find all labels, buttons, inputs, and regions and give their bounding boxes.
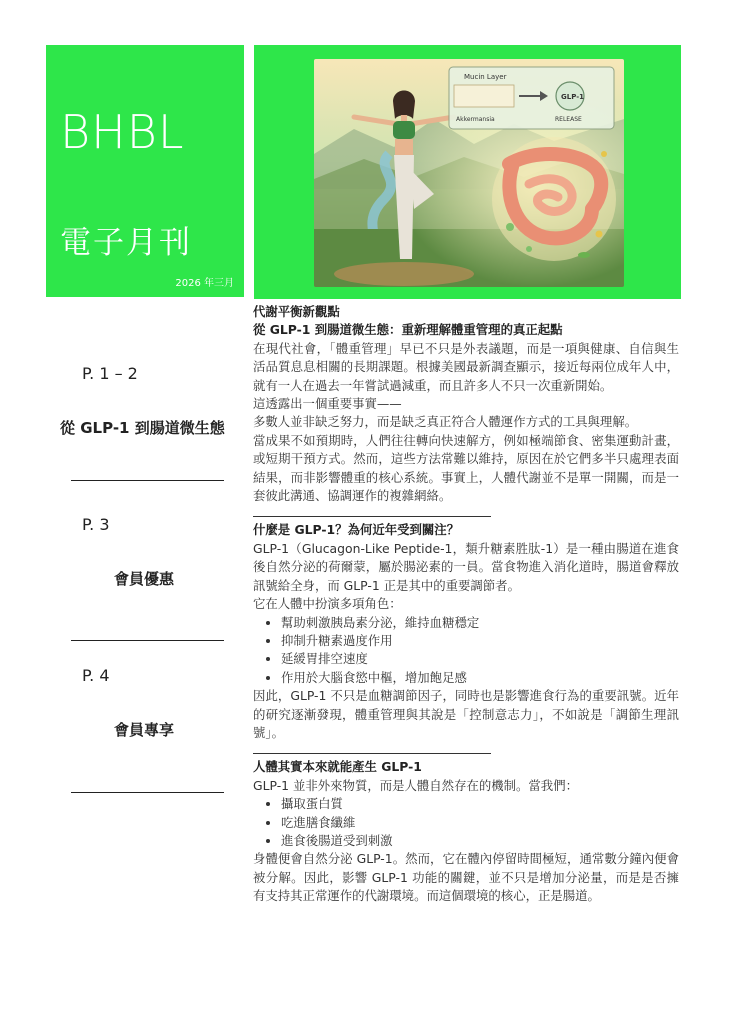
list-item: • 吃進膳食纖維: [281, 814, 679, 832]
mucin-diagram: [449, 67, 614, 129]
article-headline: 從 GLP-1 到腸道微生態：重新理解體重管理的真正起點: [253, 322, 563, 338]
article-intro: 在現代社會，「體重管理」早已不只是外表議題，而是一項與健康、自信與生活品質息息相關的長期課題。根據美國最新調查顯示，接近每兩位成年人中，就有一人在過去一年嘗試過減重，而且許多人不只一次重新開始。: [253, 340, 679, 393]
toc-page-1: P. 1 – 2: [82, 364, 138, 383]
section-divider: [253, 516, 491, 517]
section-heading: 人體其實本來就能產生 GLP-1: [253, 759, 422, 775]
section-heading: 什麼是 GLP-1？為何近年受到關注？: [253, 522, 460, 538]
svg-text:GLP-1: GLP-1: [561, 93, 584, 101]
section-list-lead: GLP-1 並非外來物質，而是人體自然存在的機制。當我們：: [253, 777, 578, 793]
toc-title-1: 從 GLP-1 到腸道微生態: [60, 419, 225, 437]
list-item: • 抑制升糖素過度作用: [281, 632, 679, 650]
cover-block: [46, 45, 244, 297]
toc-divider: [71, 640, 224, 641]
toc-title-2: 會員優惠: [114, 570, 175, 588]
article-fact-lead: 這透露出一個重要事實——: [253, 396, 402, 412]
hero-banner: [254, 45, 681, 299]
article-fact: 多數人並非缺乏努力，而是缺乏真正符合人體運作方式的工具與理解。: [253, 414, 638, 430]
list-item: • 進食後腸道受到刺激: [281, 832, 679, 850]
toc-divider: [71, 480, 224, 481]
svg-text:RELEASE: RELEASE: [555, 116, 582, 123]
section-divider: [253, 753, 491, 754]
svg-text:Mucin Layer: Mucin Layer: [464, 73, 507, 81]
svg-text:Akkermansia: Akkermansia: [456, 116, 495, 123]
list-item: • 作用於大腦食慾中樞，增加飽足感: [281, 669, 679, 687]
brand-logo-text: BHBL: [60, 105, 185, 159]
article-paragraph: 當成果不如預期時，人們往往轉向快速解方，例如極端節食、密集運動計畫，或短期干預方式。然而，這些方法常難以維持，原因在於它們多半只處理表面結果，而非影響體重的核心系統。事實上，人體代謝並不是單一開關，而是一套彼此溝通、協調運作的複雜網絡。: [253, 432, 679, 504]
hero-illustration: [314, 59, 624, 287]
toc-divider: [71, 792, 224, 793]
section-list-lead: 它在人體中扮演多項角色：: [253, 596, 402, 612]
list-item: • 延緩胃排空速度: [281, 650, 679, 668]
issue-date: 2026 年三月: [175, 278, 234, 289]
intestine-illustration: [492, 137, 616, 261]
toc-title-3: 會員專享: [114, 721, 175, 739]
toc-page-2: P. 3: [82, 515, 110, 534]
list-item: • 幫助刺激胰島素分泌，維持血糖穩定: [281, 614, 679, 632]
sources-list: [253, 795, 679, 850]
section-body: GLP-1（Glucagon-Like Peptide-1，類升糖素胜肽-1）是一種由腸道在進食後自然分泌的荷爾蒙，屬於腸泌素的一員。當食物進入消化道時，腸道會釋放訊號給全身，而 GLP-1 正是其中的重要調節者。: [253, 540, 679, 593]
article: [253, 303, 679, 906]
list-item: • 攝取蛋白質: [281, 795, 679, 813]
toc-page-3: P. 4: [82, 666, 110, 685]
roles-list: [253, 614, 679, 688]
magazine-title: 電子月刊: [60, 225, 192, 261]
section-conclusion: 因此，GLP-1 不只是血糖調節因子，同時也是影響進食行為的重要訊號。近年的研究逐漸發現，體重管理與其說是「控制意志力」，不如說是「調節生理訊號」。: [253, 688, 679, 740]
section-body: 身體便會自然分泌 GLP-1。然而，它在體內停留時間極短，通常數分鐘內便會被分解。因此，影響 GLP-1 功能的關鍵，並不只是增加分泌量，而是是否擁有支持其正常運作的代謝環境。而這個環境的核心，正是腸道。: [253, 851, 679, 904]
article-kicker: 代謝平衡新觀點: [253, 304, 340, 319]
